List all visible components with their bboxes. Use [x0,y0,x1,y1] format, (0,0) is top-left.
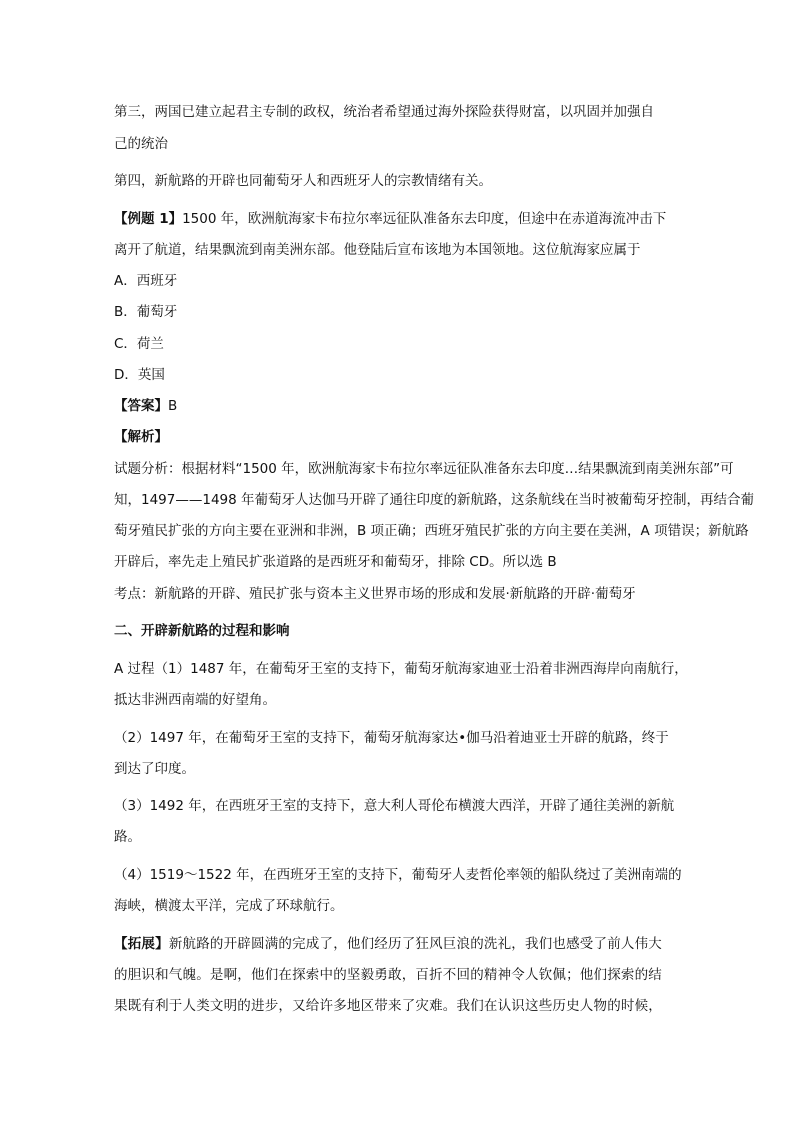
answer-line [114,398,177,414]
analysis-label: 【解析】 [114,429,168,445]
answer-value: B [168,398,178,414]
option-a: A．西班牙 [114,273,178,289]
section-heading: 二、开辟新航路的过程和影响 [114,623,290,639]
analysis-line: 试题分析：根据材料“1500 年，欧洲航海家卡布拉尔率远征队准备东去印度…结果飘流到南美洲东部”可 [114,461,734,477]
analysis-line: 知，1497——1498 年葡萄牙人达伽马开辟了通往印度的新航路，这条航线在当时被葡萄牙控制，再结合葡 [114,492,755,508]
option-c: C．荷兰 [114,336,164,352]
example-label: 【例题 1】 [114,211,183,227]
process-line: 海峡，横渡太平洋，完成了环球航行。 [114,898,344,914]
process-line: 到达了印度。 [114,761,195,777]
extension-label: 【拓展】 [114,936,169,952]
example-question-line: 离开了航道，结果飘流到南美洲东部。他登陆后宣布该地为本国领地。这位航海家应属于 [114,242,641,258]
paragraph-line: 第四，新航路的开辟也同葡萄牙人和西班牙人的宗教情绪有关。 [114,173,492,189]
paragraph-line: 第三，两国已建立起君主专制的政权，统治者希望通过海外探险获得财富，以巩固并加强自 [114,104,654,120]
process-line: 路。 [114,829,141,845]
analysis-line: 开辟后，率先走上殖民扩张道路的是西班牙和葡萄牙，排除 CD。所以选 B [114,554,557,570]
option-b: B．葡萄牙 [114,304,178,320]
process-line: 抵达非洲西南端的好望角。 [114,692,276,708]
paragraph-line: 己的统治 [114,136,168,152]
analysis-line: 萄牙殖民扩张的方向主要在亚洲和非洲，B 项正确；西班牙殖民扩张的方向主要在美洲，A 项错误；新航路 [114,523,749,539]
example-question-line [114,211,666,227]
extension-line [114,936,662,952]
process-line: （4）1519～1522 年，在西班牙王室的支持下，葡萄牙人麦哲伦率领的船队绕过了美洲南端的 [114,867,682,883]
extension-line: 果既有利于人类文明的进步，又给许多地区带来了灾难。我们在认识这些历史人物的时候， [114,998,662,1014]
process-line: （3）1492 年，在西班牙王室的支持下，意大利人哥伦布横渡大西洋，开辟了通往美洲的新航 [114,798,675,814]
option-d: D．英国 [114,367,165,383]
answer-label: 【答案】 [114,398,168,414]
example-text: 1500 年，欧洲航海家卡布拉尔率远征队准备东去印度，但途中在赤道海流冲击下 [182,211,667,227]
process-line: A 过程（1）1487 年，在葡萄牙王室的支持下，葡萄牙航海家迪亚士沿着非洲西海岸向南航行， [114,661,688,677]
knowledge-point-line: 考点：新航路的开辟、殖民扩张与资本主义世界市场的形成和发展·新航路的开辟·葡萄牙 [114,586,636,602]
extension-line: 的胆识和气魄。是啊，他们在探索中的坚毅勇敢，百折不回的精神令人钦佩；他们探索的结 [114,967,662,983]
extension-text: 新航路的开辟圆满的完成了，他们经历了狂风巨浪的洗礼，我们也感受了前人伟大 [168,936,663,952]
process-line: （2）1497 年，在葡萄牙王室的支持下，葡萄牙航海家达•伽马沿着迪亚士开辟的航路，终于 [114,730,669,746]
